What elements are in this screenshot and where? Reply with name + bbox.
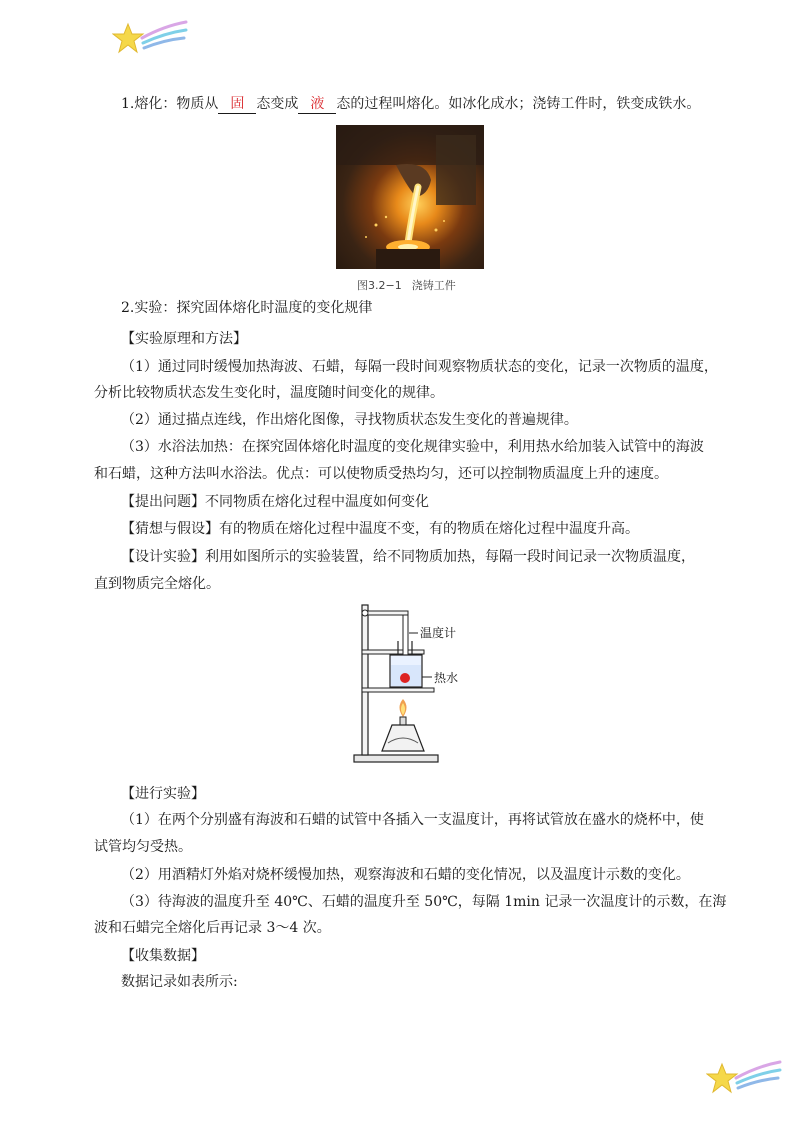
item1-suffix: 态的过程叫熔化。如冰化成水；浇铸工件时，铁变成铁水。 bbox=[336, 96, 701, 112]
answer-blank-solid: 固 bbox=[218, 95, 256, 114]
principle-2: （2）通过描点连线，作出熔化图像，寻找物质状态发生变化的普遍规律。 bbox=[121, 412, 578, 428]
figure-title: 浇铸工件 bbox=[411, 279, 456, 292]
shooting-star-icon bbox=[706, 1058, 782, 1100]
hot-water-label: 热水 bbox=[434, 671, 459, 685]
step-1-line2: 试管均匀受热。 bbox=[94, 839, 192, 855]
step-3-line2: 波和石蜡完全熔化后再记录 3～4 次。 bbox=[94, 920, 331, 936]
item2-title: 2.实验：探究固体熔化时温度的变化规律 bbox=[121, 300, 373, 316]
question-text: 【提出问题】不同物质在熔化过程中温度如何变化 bbox=[121, 494, 429, 510]
thermometer-label: 温度计 bbox=[420, 626, 457, 640]
step-1-line1: （1）在两个分别盛有海波和石蜡的试管中各插入一支温度计，再将试管放在盛水的烧杯中，使 bbox=[121, 812, 704, 828]
figure-number: 图3.2−1 bbox=[357, 279, 402, 292]
principle-3-line1: （3）水浴法加热：在探究固体熔化时温度的变化规律实验中，利用热水给加装入试管中的海波 bbox=[121, 439, 704, 455]
definition-melting bbox=[121, 94, 700, 114]
item1-prefix: 1.熔化：物质从 bbox=[121, 96, 219, 112]
item1-middle: 态变成 bbox=[256, 96, 299, 112]
principle-heading: 【实验原理和方法】 bbox=[121, 331, 247, 347]
design-line1: 【设计实验】利用如图所示的实验装置，给不同物质加热，每隔一段时间记录一次物质温度， bbox=[121, 549, 695, 565]
principle-1-line1: （1）通过同时缓慢加热海波、石蜡，每隔一段时间观察物质状态的变化，记录一次物质的温度， bbox=[121, 359, 718, 375]
shooting-star-icon bbox=[112, 18, 188, 60]
casting-photo bbox=[336, 125, 484, 269]
hypothesis-text: 【猜想与假设】有的物质在熔化过程中温度不变，有的物质在熔化过程中温度升高。 bbox=[121, 521, 639, 537]
collect-heading: 【收集数据】 bbox=[121, 948, 205, 964]
principle-3-line2: 和石蜡，这种方法叫水浴法。优点：可以使物质受热均匀，还可以控制物质温度上升的速度。 bbox=[94, 466, 668, 482]
procedure-heading: 【进行实验】 bbox=[121, 786, 205, 802]
principle-1-line2: 分析比较物质状态发生变化时，温度随时间变化的规律。 bbox=[94, 385, 444, 401]
figure-caption bbox=[357, 277, 466, 293]
collect-text: 数据记录如表所示: bbox=[121, 974, 238, 990]
answer-blank-liquid: 液 bbox=[298, 95, 336, 114]
step-2: （2）用酒精灯外焰对烧杯缓慢加热，观察海波和石蜡的变化情况，以及温度计示数的变化。 bbox=[121, 867, 690, 883]
design-line2: 直到物质完全熔化。 bbox=[94, 576, 220, 592]
step-3-line1: （3）待海波的温度升至 40℃、石蜡的温度升至 50℃，每隔 1min 记录一次温度计的示数，在海 bbox=[121, 894, 727, 910]
